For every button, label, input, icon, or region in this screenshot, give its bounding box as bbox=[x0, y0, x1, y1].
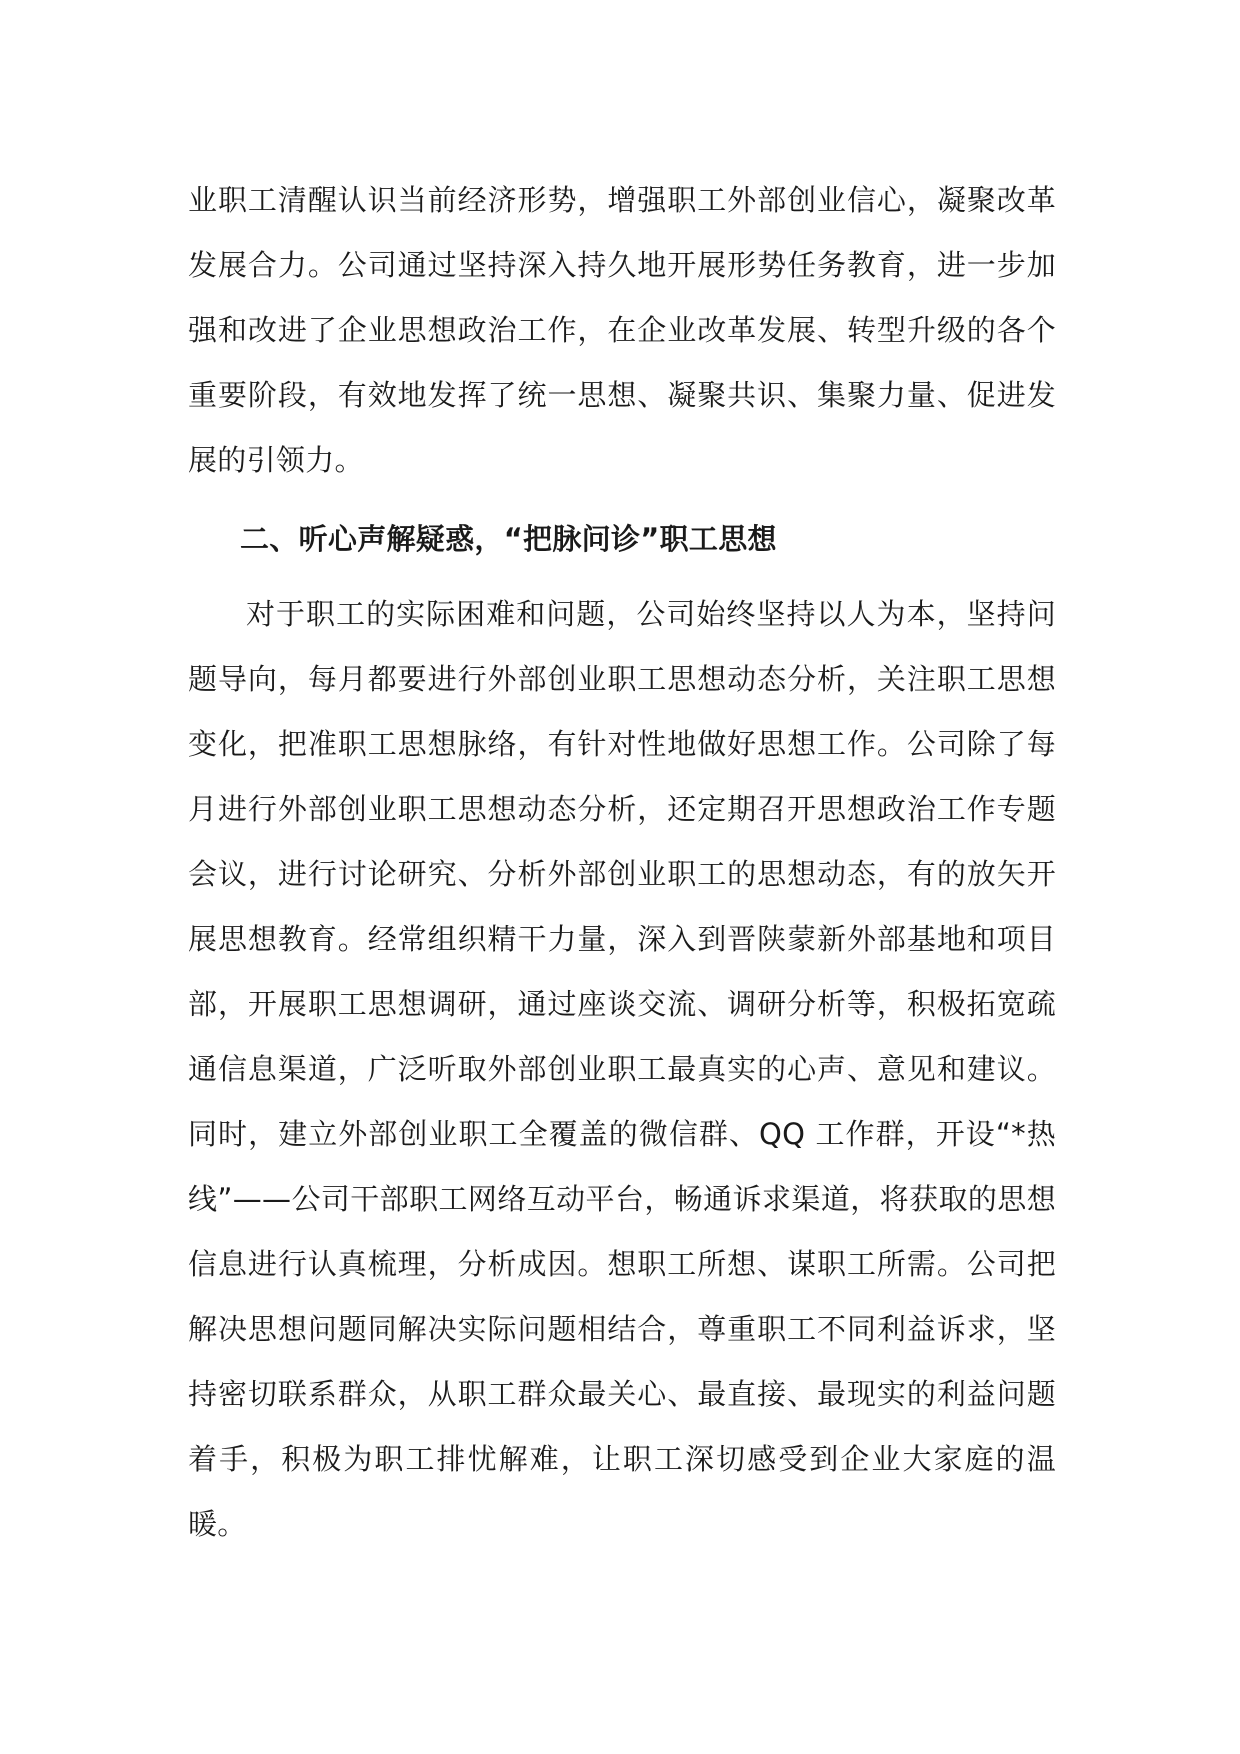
paragraph-section-body: 对于职工的实际困难和问题，公司始终坚持以人为本，坚持问题导向，每月都要进行外部创业职工思想动态分析，关注职工思想变化，把准职工思想脉络，有针对性地做好思想工作。公司除了每月进行外部创业职工思想动态分析，还定期召开思想政治工作专题会议，进行讨论研究、分析外部创业职工的思想动态，有的放矢开展思想教育。经常组织精干力量，深入到晋陕蒙新外部基地和项目部，开展职工思想调研，通过座谈交流、调研分析等，积极拓宽疏通信息渠道，广泛听取外部创业职工最真实的心声、意见和建议。同时，建立外部创业职工全覆盖的微信群、QQ 工作群，开设“*热线”——公司干部职工网络互动平台，畅通诉求渠道，将获取的思想信息进行认真梳理，分析成因。想职工所想、谋职工所需。公司把解决思想问题同解决实际问题相结合，尊重职工不同利益诉求，坚持密切联系群众，从职工群众最关心、最直接、最现实的利益问题着手，积极为职工排忧解难，让职工深切感受到企业大家庭的温暖。 bbox=[188, 597, 1056, 1541]
section-heading: 二、听心声解疑惑，“把脉问诊”职工思想 bbox=[240, 522, 777, 556]
document-body bbox=[188, 168, 1056, 1557]
paragraph-continuation: 业职工清醒认识当前经济形势，增强职工外部创业信心，凝聚改革发展合力。公司通过坚持深入持久地开展形势任务教育，进一步加强和改进了企业思想政治工作，在企业改革发展、转型升级的各个重要阶段，有效地发挥了统一思想、凝聚共识、集聚力量、促进发展的引领力。 bbox=[188, 183, 1056, 477]
